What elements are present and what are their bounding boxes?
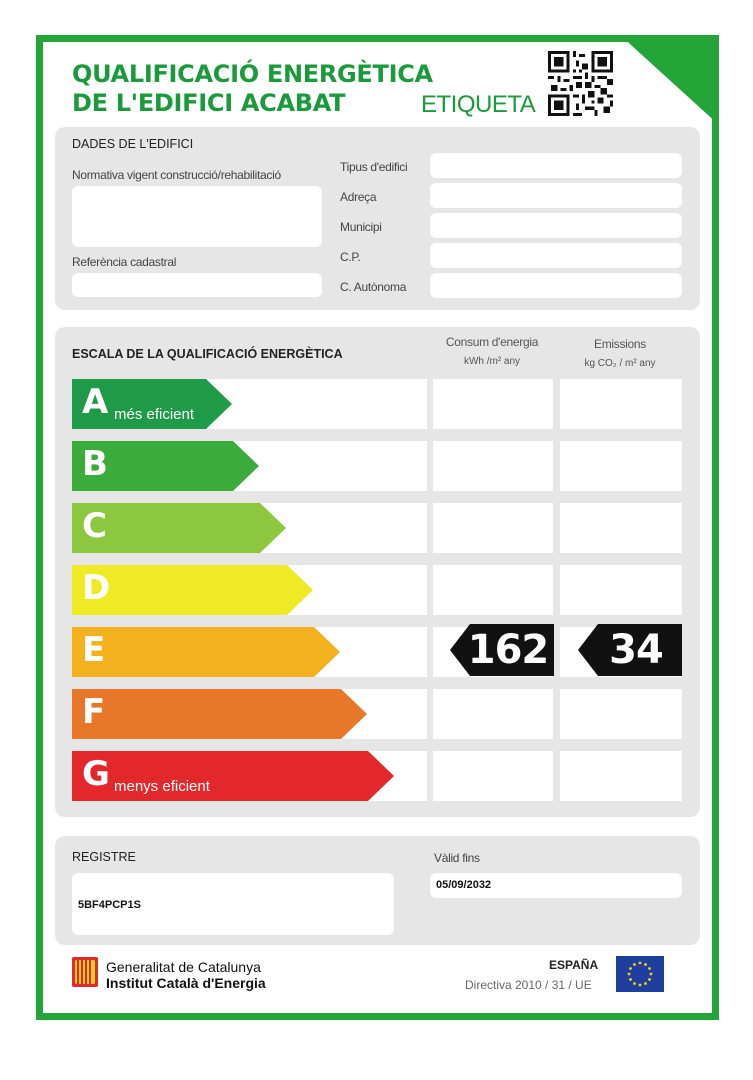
emissions-cell-d [560, 565, 682, 615]
referencia-field[interactable] [72, 273, 322, 297]
title-line-2: DE L'EDIFICI ACABAT [72, 89, 346, 117]
eu-star [650, 973, 653, 976]
emissions-cell-g [560, 751, 682, 801]
class-letter-g: G [82, 754, 110, 794]
comunitat-label: C. Autònoma [340, 280, 407, 294]
cp-field[interactable] [430, 243, 682, 268]
consum-value: 162 [467, 627, 549, 673]
cp-label: C.P. [340, 250, 361, 264]
normativa-label: Normativa vigent construcció/rehabilitació [72, 168, 281, 182]
org-name-line1: Generalitat de Catalunya [106, 959, 261, 975]
best-efficiency-note: més eficient [114, 406, 195, 423]
emissions-cell-f [560, 689, 682, 739]
eu-star [648, 967, 651, 970]
worst-efficiency-note: menys eficient [114, 778, 210, 795]
class-letter-c: C [82, 506, 107, 546]
class-letter-f: F [82, 692, 106, 732]
emissions-cell-a [560, 379, 682, 429]
emissions-cell-b [560, 441, 682, 491]
consum-cell-g [433, 751, 553, 801]
eu-star [639, 984, 642, 987]
comunitat-field[interactable] [430, 273, 682, 298]
eu-star [639, 962, 642, 965]
country-label: ESPAÑA [549, 958, 599, 972]
scale-section-title: ESCALA DE LA QUALIFICACIÓ ENERGÈTICA [72, 347, 343, 361]
registre-label: REGISTRE [72, 850, 136, 864]
adreca-label: Adreça [340, 190, 377, 204]
class-letter-b: B [82, 444, 108, 484]
org-name-line2: Institut Català d'Energia [106, 975, 266, 991]
class-letter-a: A [82, 382, 109, 422]
valid-label: Vàlid fins [434, 851, 480, 865]
building-section-title: DADES DE L'EDIFICI [72, 137, 194, 151]
emissions-value: 34 [609, 627, 663, 673]
emissions-cell-c [560, 503, 682, 553]
consum-header: Consum d'energia [445, 335, 539, 349]
class-arrow-f [72, 689, 367, 739]
generalitat-logo-icon [72, 957, 98, 987]
normativa-field[interactable] [72, 186, 322, 247]
eu-star [644, 963, 647, 966]
eu-star [628, 973, 631, 976]
eu-star [633, 982, 636, 985]
corner-triangle [620, 35, 719, 125]
consum-cell-c [433, 503, 553, 553]
class-letter-e: E [82, 630, 106, 670]
consum-unit: kWh /m² any [463, 356, 521, 367]
eu-star [644, 982, 647, 985]
emissions-header: Emissions [594, 337, 646, 351]
consum-cell-f [433, 689, 553, 739]
consum-cell-b [433, 441, 553, 491]
tipus-field[interactable] [430, 153, 682, 178]
eu-star [633, 963, 636, 966]
qr-code-icon [548, 51, 613, 116]
class-arrow-e [72, 627, 340, 677]
label-type: ETIQUETA [421, 91, 536, 118]
consum-cell-a [433, 379, 553, 429]
referencia-label: Referència cadastral [72, 255, 177, 269]
eu-star [629, 967, 632, 970]
directive-label: Directiva 2010 / 31 / UE [465, 978, 592, 992]
consum-cell-d [433, 565, 553, 615]
eu-flag-icon [616, 956, 664, 992]
municipi-label: Municipi [340, 220, 382, 234]
title-line-1: QUALIFICACIÓ ENERGÈTICA [72, 60, 433, 88]
eu-star [648, 978, 651, 981]
emissions-unit: kg CO₂ / m² any [584, 358, 656, 369]
municipi-field[interactable] [430, 213, 682, 238]
eu-star [629, 978, 632, 981]
tipus-label: Tipus d'edifici [340, 160, 408, 174]
valid-value: 05/09/2032 [436, 879, 492, 891]
adreca-field[interactable] [430, 183, 682, 208]
registre-value: 5BF4PCP1S [78, 899, 141, 911]
class-letter-d: D [82, 568, 111, 608]
